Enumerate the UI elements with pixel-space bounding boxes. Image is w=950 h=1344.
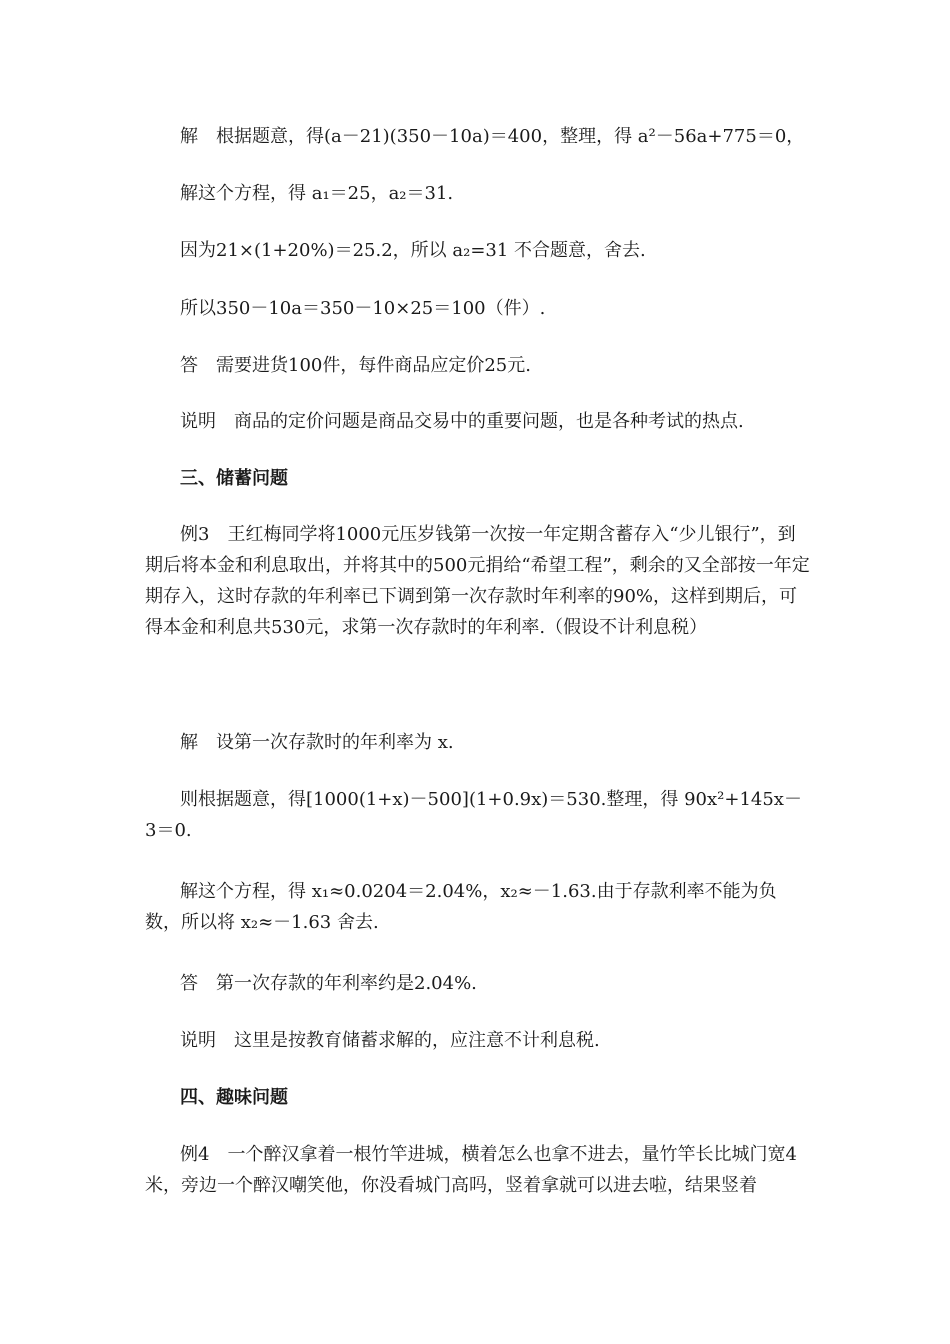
solution-line: 解 根据题意，得(a－21)(350－10a)＝400，整理，得 a²－56a+775＝0， bbox=[180, 126, 805, 147]
section-heading-fun: 四、趣味问题 bbox=[180, 1087, 288, 1108]
quantity-line: 所以350－10a＝350－10×25＝100（件）. bbox=[180, 298, 546, 319]
example-3-text: 例3 王红梅同学将1000元压岁钱第一次按一年定期含蓄存入“少儿银行”，到期后将本金和利息取出，并将其中的500元捐给“希望工程”，剩余的又全部按一年定期存入，这时存款的年利率已下调到第一次存款时年利率的90%，这样到期后，可得本金和利息共530元，求第一次存款时的年利率.（假设不计利息税） bbox=[145, 524, 810, 638]
example-3-note: 说明 这里是按教育储蓄求解的，应注意不计利息税. bbox=[180, 1030, 600, 1051]
example-4-text: 例4 一个醉汉拿着一根竹竿进城，横着怎么也拿不进去，量竹竿长比城门宽4米，旁边一个醉汉嘲笑他，你没看城门高吗，竖着拿就可以进去啦，结果竖着 bbox=[145, 1144, 797, 1196]
note-line: 说明 商品的定价问题是商品交易中的重要问题，也是各种考试的热点. bbox=[180, 411, 744, 432]
reject-root-line: 因为21×(1+20%)＝25.2，所以 a₂=31 不合题意，舍去. bbox=[180, 240, 646, 261]
section-heading-savings: 三、储蓄问题 bbox=[180, 468, 288, 489]
example-3-equation: 则根据题意，得[1000(1+x)－500](1+0.9x)＝530.整理，得 90x²+145x－3＝0. bbox=[145, 789, 802, 841]
example-3-solution: 解 设第一次存款时的年利率为 x. bbox=[180, 732, 454, 753]
example-3-roots: 解这个方程，得 x₁≈0.0204＝2.04%，x₂≈－1.63.由于存款利率不能为负数，所以将 x₂≈－1.63 舍去. bbox=[145, 881, 777, 933]
example-3-answer: 答 第一次存款的年利率约是2.04%. bbox=[180, 973, 477, 994]
answer-line: 答 需要进货100件，每件商品应定价25元. bbox=[180, 355, 531, 376]
solve-equation-line: 解这个方程，得 a₁＝25，a₂＝31. bbox=[180, 183, 454, 204]
